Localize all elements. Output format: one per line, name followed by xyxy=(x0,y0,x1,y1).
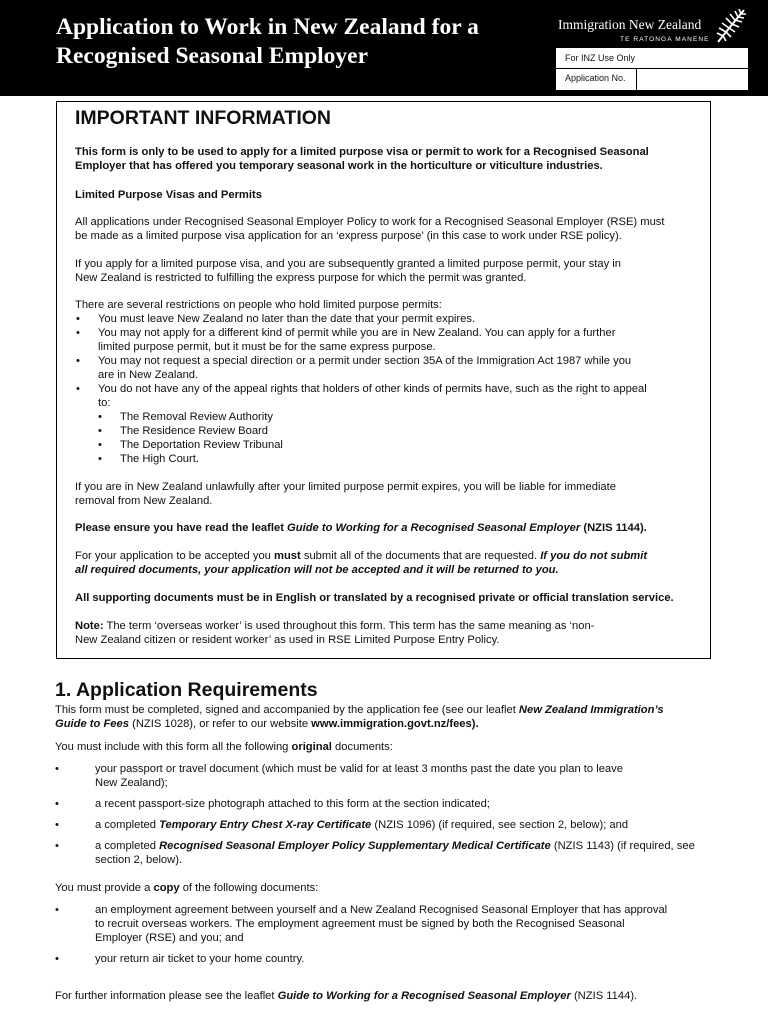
text-line: New Zealand); xyxy=(95,777,168,789)
leaflet-title: Guide to Working for a Recognised Seasonal Employer xyxy=(287,522,581,534)
info-note xyxy=(75,619,700,647)
note-label: Note: xyxy=(75,620,104,632)
info-note-line2: New Zealand citizen or resident worker’ as used in RSE Limited Purpose Entry Policy. xyxy=(75,634,500,646)
list-item-continued: to: xyxy=(98,397,111,409)
info-intro-line1: This form is only to be used to apply for a limited purpose visa or permit to work for a Recognised Seasonal xyxy=(75,146,649,158)
form-title xyxy=(56,13,536,71)
info-read-leaflet xyxy=(75,521,700,535)
text-line: Employer (RSE) and you; and xyxy=(95,932,244,944)
info-stay-line2: New Zealand is restricted to fulfilling the express purpose for which the permit was granted. xyxy=(75,272,527,284)
info-submit-documents xyxy=(75,549,700,577)
info-paragraph-stay xyxy=(75,257,700,285)
text-run: original xyxy=(291,741,332,753)
section1-copy-intro xyxy=(55,881,715,895)
text-run: This form must be completed, signed and accompanied by the application fee (see our leaflet xyxy=(55,704,519,716)
section-heading: 1. Application Requirements xyxy=(55,679,318,701)
application-no-label: Application No. xyxy=(565,73,626,83)
important-info-heading: IMPORTANT INFORMATION xyxy=(75,107,331,129)
text-run: (NZIS 1143) (if required, see xyxy=(550,840,695,852)
info-paragraph-unlawful xyxy=(75,480,700,508)
list-item: You may not request a special direction or a permit under section 35A of the Immigration Act 1987 while you xyxy=(98,355,632,367)
bullet: • xyxy=(55,953,59,965)
bullet: • xyxy=(98,453,102,465)
text-run: You must provide a xyxy=(55,882,154,894)
text-run: submit all of the documents that are requested. xyxy=(300,550,541,562)
text-run: For your application to be accepted you xyxy=(75,550,275,562)
list-item: a recent passport-size photograph attached to this form at the section indicated; xyxy=(95,798,490,810)
text-run: Recognised Seasonal Employer Policy Supplementary Medical Certificate xyxy=(159,840,551,852)
list-item: You may not apply for a different kind of permit while you are in New Zealand. You can apply for a further xyxy=(98,327,616,339)
text-run: (NZIS 1144). xyxy=(580,522,647,534)
bullet: • xyxy=(76,327,80,339)
text-run: of the following documents: xyxy=(179,882,319,894)
bullet: • xyxy=(98,439,102,451)
info-paragraph-rse xyxy=(75,215,700,243)
list-item: The Residence Review Board xyxy=(120,425,268,437)
section1-further-info xyxy=(55,989,715,1003)
bullet: • xyxy=(76,313,80,325)
list-item: The Deportation Review Tribunal xyxy=(120,439,283,451)
bullet: • xyxy=(55,819,59,831)
text-run: Please ensure you have read the leaflet xyxy=(75,522,288,534)
text-run: If you do not submit xyxy=(540,550,648,562)
info-intro-line2: Employer that has offered you temporary seasonal work in the horticulture or viticulture industries. xyxy=(75,160,603,172)
logo-subtitle: TE RATONGA MANENE xyxy=(620,36,710,43)
info-unlawful-line2: removal from New Zealand. xyxy=(75,495,213,507)
logo-name: Immigration New Zealand xyxy=(558,17,702,32)
text-run: must xyxy=(274,550,301,562)
bullet: • xyxy=(98,425,102,437)
bullet: • xyxy=(55,763,59,775)
website-link[interactable]: www.immigration.govt.nz/fees). xyxy=(311,718,479,730)
list-item xyxy=(95,818,720,832)
list-item xyxy=(95,762,720,790)
list-item: You do not have any of the appeal rights that holders of other kinds of permits have, such as the right to appeal xyxy=(98,383,647,395)
text-run: (NZIS 1028), or refer to our website xyxy=(128,718,312,730)
text-run: Temporary Entry Chest X-ray Certificate xyxy=(159,819,372,831)
info-intro xyxy=(75,145,700,173)
text-run: (NZIS 1096) (if required, see section 2, below); and xyxy=(371,819,629,831)
list-item: The Removal Review Authority xyxy=(120,411,273,423)
bullet: • xyxy=(76,383,80,395)
inz-use-box xyxy=(556,48,748,90)
list-item xyxy=(95,839,720,867)
section1-fee-paragraph xyxy=(55,703,715,731)
text-run: copy xyxy=(153,882,180,894)
bullet: • xyxy=(76,355,80,367)
info-submit-line2: all required documents, your application will not be accepted and it will be returned to you. xyxy=(75,564,559,576)
form-title-line1: Application to Work in New Zealand for a xyxy=(56,14,479,40)
list-item: The High Court. xyxy=(120,453,199,465)
form-title-line2: Recognised Seasonal Employer xyxy=(56,43,369,69)
info-subheading: Limited Purpose Visas and Permits xyxy=(75,189,262,201)
text-run: documents: xyxy=(331,741,393,753)
leaflet-title: New Zealand Immigration’s xyxy=(518,704,664,716)
text-line: section 2, below). xyxy=(95,854,183,866)
text-line: an employment agreement between yourself and a New Zealand Recognised Seasonal Employer that has approval xyxy=(95,904,668,916)
list-item xyxy=(95,903,720,945)
leaflet-title: Guide to Fees xyxy=(55,718,129,730)
text-run: a completed xyxy=(95,840,160,852)
inz-use-label: For INZ Use Only xyxy=(565,53,636,63)
bullet: • xyxy=(55,840,59,852)
info-unlawful-line1: If you are in New Zealand unlawfully after your limited purpose permit expires, you will be liable for immediate xyxy=(75,481,616,493)
text-run: For further information please see the leaflet xyxy=(55,990,278,1002)
text-run: (NZIS 1144). xyxy=(570,990,638,1002)
fern-icon xyxy=(710,6,750,46)
text-line: your passport or travel document (which must be valid for at least 3 months past the date you plan to leave xyxy=(95,763,623,775)
list-item: your return air ticket to your home country. xyxy=(95,953,305,965)
bullet: • xyxy=(98,411,102,423)
list-item: You must leave New Zealand no later than the date that your permit expires. xyxy=(98,313,476,325)
page-header xyxy=(0,0,768,96)
text-run: a completed xyxy=(95,819,160,831)
text-line: to recruit overseas workers. The employment agreement must be signed by both the Recognised Seasonal xyxy=(95,918,625,930)
application-no-field xyxy=(636,69,637,90)
info-stay-line1: If you apply for a limited purpose visa, and you are subsequently granted a limited purpose permit, your stay in xyxy=(75,258,621,270)
restrictions-intro: There are several restrictions on people who hold limited purpose permits: xyxy=(75,299,442,311)
bullet: • xyxy=(55,798,59,810)
bullet: • xyxy=(55,904,59,916)
list-item-continued: are in New Zealand. xyxy=(98,369,199,381)
info-rse-line1: All applications under Recognised Seasonal Employer Policy to work for a Recognised Seasonal Employer (RSE) must xyxy=(75,216,665,228)
text-run: The term ‘overseas worker’ is used throughout this form. This term has the same meaning as ‘non- xyxy=(103,620,595,632)
text-run: You must include with this form all the following xyxy=(55,741,292,753)
info-english-documents: All supporting documents must be in English or translated by a recognised private or official translation service. xyxy=(75,592,674,604)
section1-original-intro xyxy=(55,740,715,754)
info-rse-line2: be made as a limited purpose visa application for an ‘express purpose’ (in this case to work under RSE policy). xyxy=(75,230,622,242)
leaflet-title: Guide to Working for a Recognised Seasonal Employer xyxy=(277,990,571,1002)
list-item-continued: limited purpose permit, but it must be for the same express purpose. xyxy=(98,341,436,353)
